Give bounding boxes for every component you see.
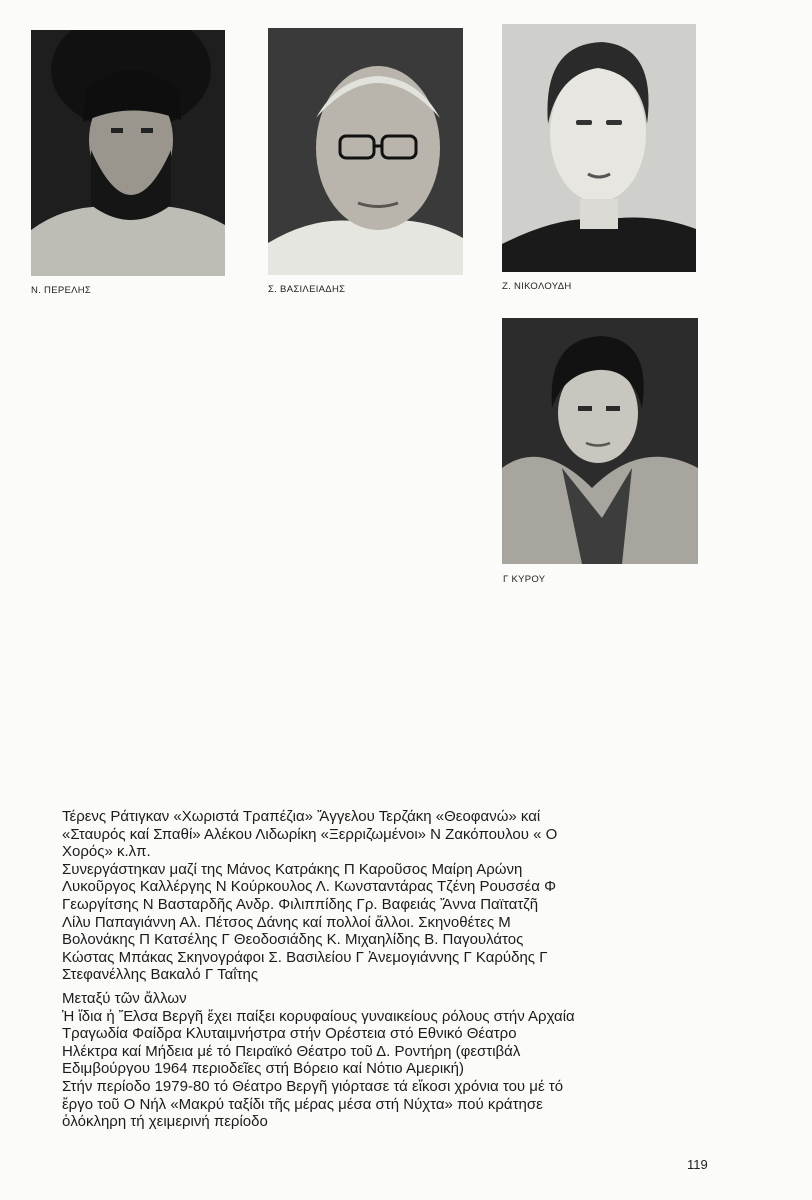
text-line: Κώστας Μπάκας Σκηνογράφοι Σ. Βασιλείου Γ Ἀνεμογιάννης Γ Καρύδης Γ [62, 948, 548, 966]
body-text [62, 808, 752, 1131]
text-line: Λυκοῦργος Καλλέργης Ν Κούρκουλος Λ. Κωνσταντάρας Τζένη Ρουσσέα Φ [62, 878, 557, 896]
photo-caption: Γ ΚΥΡΟΥ [503, 574, 546, 585]
page-number: 119 [687, 1157, 708, 1172]
portrait-photo-vasileiadis [268, 28, 463, 275]
photo-caption: Ν. ΠΕΡΕΛΗΣ [31, 285, 92, 296]
text-line: ὁλόκληρη τή χειμερινή περίοδο [62, 1113, 268, 1131]
portrait-image [268, 28, 463, 275]
text-line: Τέρενς Ράτιγκαν «Χωριστά Τραπέζια» Ἄγγελου Τερζάκη «Θεοφανώ» καί [62, 808, 541, 825]
portrait-image [502, 24, 696, 272]
text-line: Συνεργάστηκαν μαζί της Μάνος Κατράκης Π Καροῦσος Μαίρη Αρώνη [62, 860, 523, 878]
portrait-image [502, 318, 698, 564]
text-line: Εδιμβούργου 1964 περιοδεῖες στή Βόρειο καί Νότιο Αμερική) [62, 1060, 465, 1078]
text-line: Στεφανέλλης Βακαλό Γ Ταΐτης [62, 966, 259, 984]
portrait-image [31, 30, 225, 276]
text-line: Χορός» κ.λπ. [62, 843, 151, 861]
portrait-photo-perelis [31, 30, 225, 276]
portrait-photo-nikoloudi [502, 24, 696, 272]
text-line: Βολονάκης Π Κατσέλης Γ Θεοδοσιάδης Κ. Μιχαηλίδης Β. Παγουλάτος [62, 931, 524, 949]
photo-caption: Ζ. ΝΙΚΟΛΟΥΔΗ [502, 281, 572, 292]
portrait-photo-kyrou [502, 318, 698, 564]
text-line: «Σταυρός καί Σπαθί» Αλέκου Λιδωρίκη «Ξερριζωμένοι» Ν Ζακόπουλου « Ο [62, 825, 558, 843]
text-line: Ἡ ἴδια ἡ Ἔλσα Βεργῆ ἔχει παίξει κορυφαίους γυναικείους ρόλους στήν Αρχαία [62, 1007, 575, 1025]
photo-caption: Σ. ΒΑΣΙΛΕΙΑΔΗΣ [268, 284, 346, 295]
text-line: Λίλυ Παπαγιάννη Αλ. Πέτσος Δάνης καί πολλοί ἄλλοι. Σκηνοθέτες Μ [62, 913, 511, 931]
text-line: Ηλέκτρα καί Μήδεια μέ τό Πειραϊκό Θέατρο τοῦ Δ. Ροντήρη (φεστιβάλ [62, 1042, 521, 1060]
text-line: Γεωργίτσης Ν Βασταρδῆς Ανδρ. Φιλιππίδης Γρ. Βαφειάς Ἄννα Παϊτατζῆ [62, 895, 539, 913]
text-line: Μεταξύ τῶν ἄλλων [62, 989, 187, 1007]
text-line: Στήν περίοδο 1979-80 τό Θέατρο Βεργῆ γιόρτασε τά εἴκοσι χρόνια του μέ τό [62, 1077, 564, 1095]
text-line: ἔργο τοῦ Ο Νήλ «Μακρύ ταξίδι τῆς μέρας μέσα στή Νύχτα» πού κράτησε [62, 1095, 543, 1113]
text-line: Τραγωδία Φαίδρα Κλυταιμνήστρα στήν Ορέστεια στό Εθνικό Θέατρο [62, 1025, 517, 1043]
